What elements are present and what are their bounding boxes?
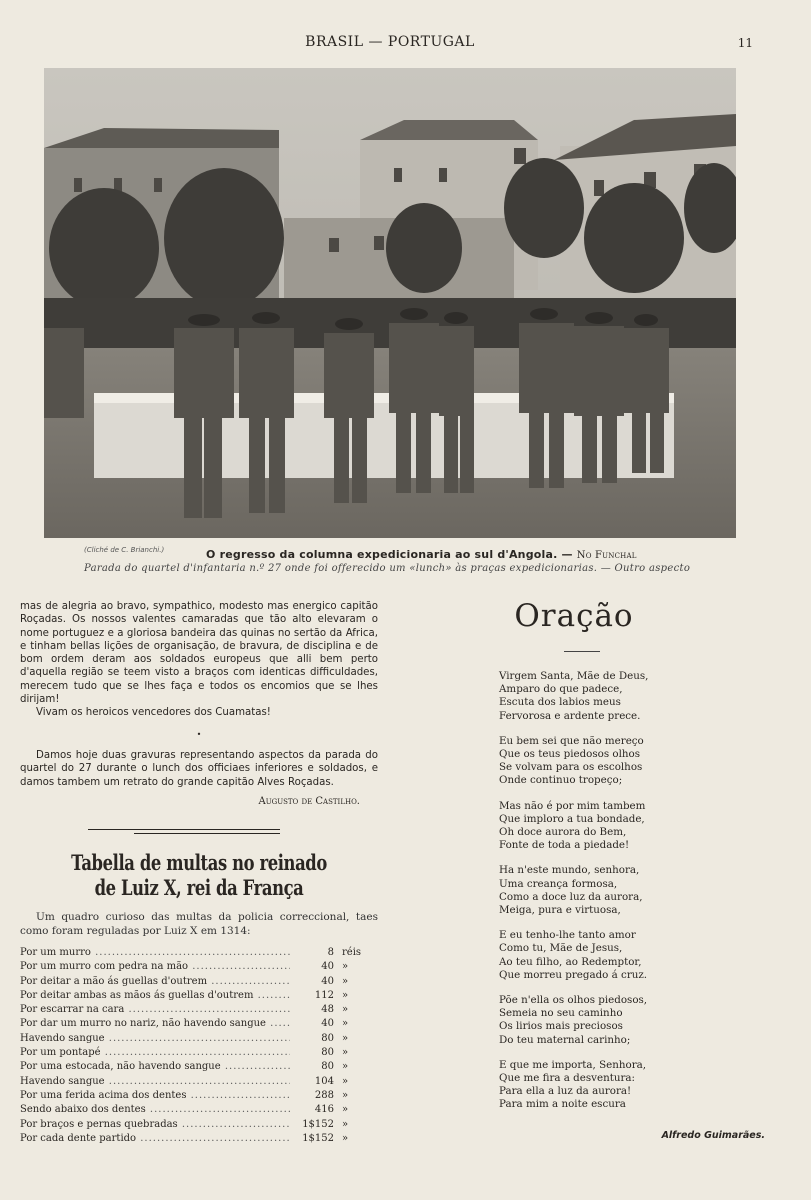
article-paragraph: Vivam os heroicos vencedores dos Cuamatas! [36, 707, 271, 719]
poem-title: Oração [514, 598, 634, 634]
article-paragraph: Damos hoje duas gravuras representando aspectos da parada do quartel do 27 durante o lunch dos officiaes inferiores e soldados, e damos tambem um retrato do grande capitão Alves Roçadas. [20, 749, 378, 788]
fine-amount: 80 [321, 1032, 334, 1044]
fine-label: Por uma ferida acima dos dentes ..... [20, 1089, 290, 1103]
poem-line: Meiga, pura e virtuosa, [499, 904, 621, 917]
fine-label: Por braços e pernas quebradas ..... [20, 1118, 290, 1132]
poem-stanza [499, 929, 659, 982]
photograph-parade-lunch [44, 68, 736, 538]
fine-amount: 1$152 [302, 1132, 334, 1144]
poem-author: Alfredo Guimarães. [661, 1130, 765, 1141]
section-bullet: • [196, 729, 202, 739]
photo-credit: (Cliché de C. Brianchi.) [84, 546, 165, 554]
poem-line: Que imploro a tua bondade, [499, 812, 645, 825]
fine-unit: » [342, 1061, 349, 1073]
poem-line: Fonte de toda a piedade! [499, 839, 630, 852]
fine-unit: » [342, 1118, 349, 1130]
fine-label: Por um pontapé ..... [20, 1046, 290, 1060]
page-number: 11 [737, 36, 753, 50]
poem-line: Como tu, Mãe de Jesus, [499, 942, 623, 955]
poem-line: Eu bem sei que não mereço [499, 734, 644, 747]
fine-amount: 40 [321, 1018, 334, 1030]
fine-amount: 40 [321, 975, 334, 987]
fine-unit: » [342, 989, 349, 1001]
fine-amount: 1$152 [302, 1118, 334, 1130]
poem-line: Os lirios mais preciosos [499, 1020, 623, 1033]
fine-unit: » [342, 975, 349, 987]
table-intro-text: Um quadro curioso das multas da policia correccional, taes como foram reguladas por Luiz X em 1314: [20, 911, 378, 937]
poem-line: Para mim a noite escura [499, 1098, 626, 1111]
table-row [20, 1017, 378, 1031]
fine-unit: » [342, 1075, 349, 1087]
fine-label: Sendo abaixo dos dentes ..... [20, 1103, 290, 1117]
divider [134, 833, 280, 834]
fine-amount: 40 [321, 961, 334, 973]
fine-label: Por cada dente partido ..... [20, 1132, 290, 1146]
page-header [0, 34, 811, 54]
poem-line: Que morreu pregado á cruz. [499, 968, 648, 981]
table-row [20, 1118, 378, 1132]
poem-divider [564, 651, 600, 652]
poem-line: Escuta dos labios meus [499, 696, 621, 709]
poem-line: Mas não é por mim tambem [499, 799, 646, 812]
poem-line: Ao teu filho, ao Redemptor, [499, 955, 642, 968]
fine-amount: 48 [321, 1004, 334, 1016]
fine-label: Por um murro ..... [20, 946, 290, 960]
fine-amount: 80 [321, 1061, 334, 1073]
poem-line: E eu tenho-lhe tanto amor [499, 929, 636, 942]
table-row [20, 1003, 378, 1017]
fine-amount: 112 [314, 989, 334, 1001]
poem-line: Põe n'ella os olhos piedosos, [499, 994, 648, 1007]
poem-stanza [499, 735, 659, 788]
fine-amount: 80 [321, 1047, 334, 1059]
fine-unit: » [342, 1089, 349, 1101]
poem-line: E que me importa, Senhora, [499, 1058, 647, 1071]
fine-amount: 416 [314, 1104, 334, 1116]
photo-caption [206, 548, 637, 561]
fine-label: Por uma estocada, não havendo sangue ..... [20, 1060, 290, 1074]
table-row [20, 1075, 378, 1089]
poem-stanza [499, 994, 659, 1047]
fine-label: Por um murro com pedra na mão ..... [20, 960, 290, 974]
poem-line: Oh doce aurora do Bem, [499, 826, 627, 839]
table-row [20, 1103, 378, 1117]
poem-line: Amparo do que padece, [499, 683, 623, 696]
poem-line: Se volvam para os escolhos [499, 761, 643, 774]
fines-table [20, 946, 378, 1146]
poem-line: Ha n'este mundo, senhora, [499, 864, 640, 877]
article-signature: Augusto de Castilho. [258, 795, 360, 807]
table-row [20, 975, 378, 989]
poem-line: Fervorosa e ardente prece. [499, 709, 641, 722]
fine-amount: 104 [314, 1075, 334, 1087]
poem-line: Que os teus piedosos olhos [499, 748, 641, 761]
fine-unit: » [342, 1104, 349, 1116]
caption-place: No Funchal [576, 550, 637, 561]
poem-line: Virgem Santa, Mãe de Deus, [499, 670, 649, 682]
photo-caption-line2: Parada do quartel d'infantaria n.º 27 onde foi offerecido um «lunch» às praças expedicionarias. — Outro aspecto [84, 563, 691, 574]
poem-body [499, 670, 659, 1124]
fine-amount: 8 [327, 947, 334, 958]
poem-stanza [499, 864, 659, 917]
fine-unit: » [342, 1032, 349, 1044]
article-paragraph: mas de alegria ao bravo, sympathico, modesto mas energico capitão Roçadas. Os nossos valentes camaradas que tão alto elevaram o nome portuguez e a gloriosa bandeira das quinas no sertão da Africa, e tinham bellas lições de organisação, de bravura, de disciplina e de bom ordem deram aos soldados europeus que alli bem perto d'aquella região se teem visto a braços com identicas difficuldades, merecem tudo que se lhes faça e todos os encomios que se lhes dirijam! [20, 601, 378, 706]
table-row [20, 1046, 378, 1060]
poem-stanza [499, 670, 659, 723]
fine-label: Por deitar a mão ás guellas d'outrem ..... [20, 975, 290, 989]
poem-line: Uma creança formosa, [499, 877, 618, 890]
table-row [20, 946, 378, 960]
magazine-title: BRASIL — PORTUGAL [305, 34, 475, 50]
fine-label: Por dar um murro no nariz, não havendo sangue ..... [20, 1017, 290, 1031]
fine-unit: » [342, 1004, 349, 1016]
fine-unit: » [342, 1047, 349, 1059]
poem-line: Onde continuo tropeço; [499, 774, 623, 787]
table-intro [20, 910, 378, 938]
table-row [20, 1089, 378, 1103]
fine-unit: » [342, 1132, 349, 1144]
poem-line: Que me fira a desventura: [499, 1072, 635, 1085]
fine-label: Havendo sangue ..... [20, 1075, 290, 1089]
poem-line: Como a doce luz da aurora, [499, 890, 643, 903]
poem-stanza [499, 1059, 659, 1112]
fine-label: Por escarrar na cara ..... [20, 1003, 290, 1017]
table-row [20, 960, 378, 974]
fine-unit: » [342, 1018, 349, 1030]
divider [88, 829, 280, 830]
table-row [20, 1032, 378, 1046]
poem-line: Semeia no seu caminho [499, 1007, 623, 1020]
poem-line: Para ella a luz da aurora! [499, 1085, 632, 1098]
fine-unit: » [342, 961, 349, 973]
fine-label: Havendo sangue ..... [20, 1032, 290, 1046]
poem-stanza [499, 800, 659, 853]
table-title: Tabella de multas no reinado de Luiz X, rei da França [71, 850, 327, 900]
article-column [20, 600, 378, 808]
fine-amount: 288 [314, 1089, 334, 1101]
table-row [20, 989, 378, 1003]
caption-bold: O regresso da columna expedicionaria ao sul d'Angola. — [206, 548, 573, 561]
poem-line: Do teu maternal carinho; [499, 1033, 631, 1046]
fine-label: Por deitar ambas as mãos ás guellas d'outrem ..... [20, 989, 290, 1003]
fine-unit: réis [342, 947, 362, 958]
table-row [20, 1060, 378, 1074]
table-row [20, 1132, 378, 1146]
